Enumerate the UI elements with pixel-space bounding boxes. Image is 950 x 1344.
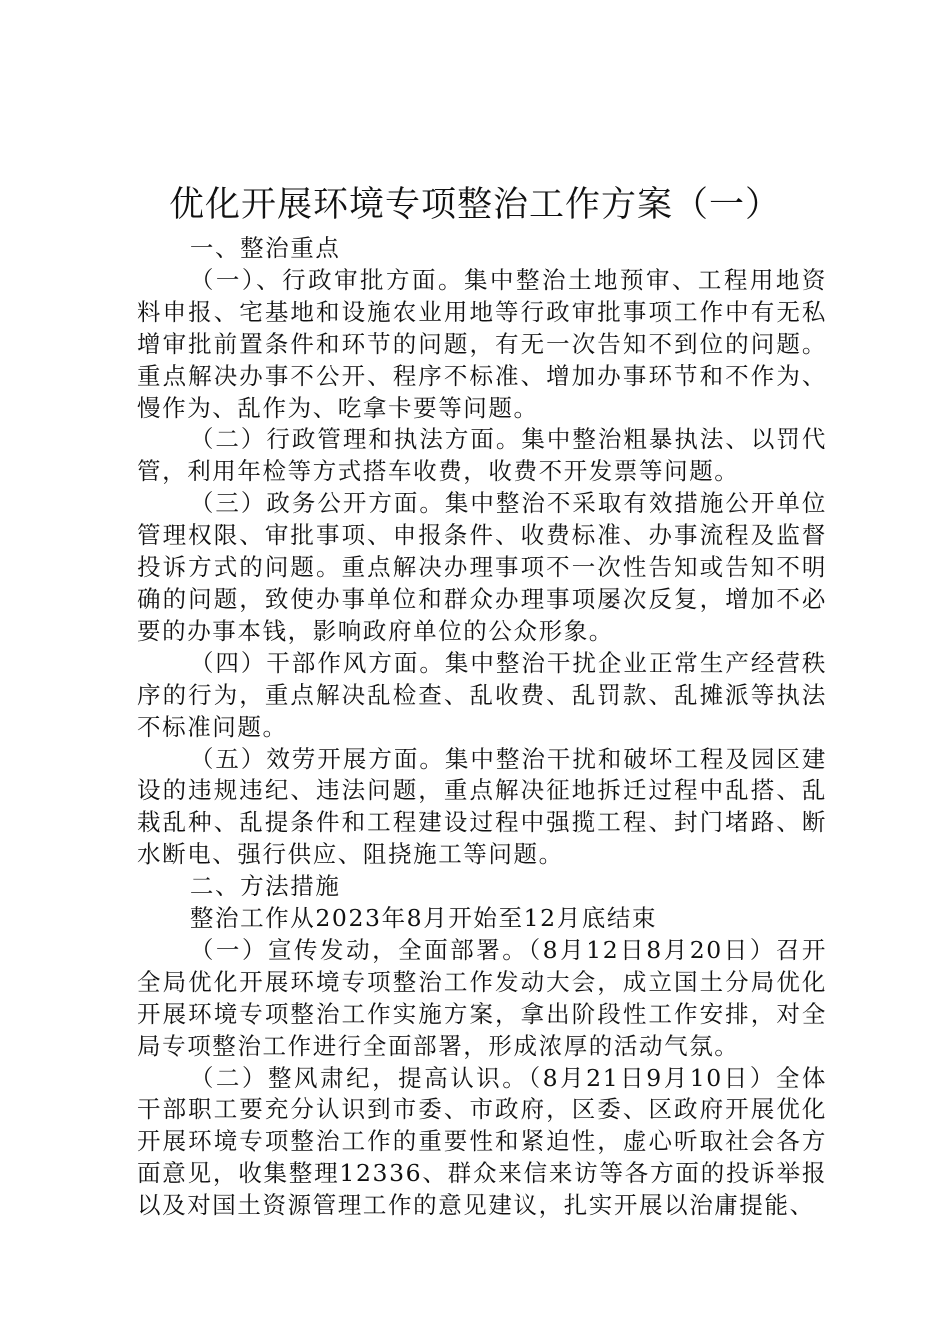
paragraph-service-development: （五）效劳开展方面。集中整治干扰和破坏工程及园区建设的违规违纪、违法问题，重点解决征地拆迁过程中乱搭、乱栽乱种、乱提条件和工程建设过程中强揽工程、封门堵路、断水断电、强行供应、阻挠施工等问题。 (137, 744, 827, 869)
paragraph-government-transparency: （三）政务公开方面。集中整治不采取有效措施公开单位管理权限、审批事项、申报条件、收费标准、办事流程及监督投诉方式的问题。重点解决办理事项不一次性告知或告知不明确的问题，致使办事单位和群众办理事项屡次反复，增加不必要的办事本钱，影响政府单位的公众形象。 (137, 489, 827, 645)
section-heading-focus: 一、整治重点 (189, 234, 341, 262)
paragraph-admin-enforcement: （二）行政管理和执法方面。集中整治粗暴执法、以罚代管，利用年检等方式搭车收费，收费不开发票等问题。 (137, 425, 827, 486)
paragraph-mobilization: （一）宣传发动，全面部署。（8月12日8月20日）召开全局优化开展环境专项整治工作发动大会，成立国土分局优化开展环境专项整治工作实施方案，拿出阶段性工作安排，对全局专项整治工作进行全面部署，形成浓厚的活动气氛。 (137, 935, 827, 1060)
document-title: 优化开展环境专项整治工作方案（一） (168, 185, 781, 225)
paragraph-cadre-conduct: （四）干部作风方面。集中整治干扰企业正常生产经营秩序的行为，重点解决乱检查、乱收费、乱罚款、乱摊派等执法不标准问题。 (137, 648, 827, 741)
section-heading-methods: 二、方法措施 (189, 872, 341, 901)
document-body (137, 233, 827, 1222)
paragraph-admin-approval: （一）、行政审批方面。集中整治土地预审、工程用地资料申报、宅基地和设施农业用地等行政审批事项工作中有无私增审批前置条件和环节的问题，有无一次告知不到位的问题。重点解决办事不公开、程序不标准、增加办事环节和不作为、慢作为、乱作为、吃拿卡要等问题。 (137, 265, 827, 422)
paragraph-timeline: 整治工作从2023年8月开始至12月底结束 (189, 904, 658, 933)
paragraph-discipline: （二）整风肃纪，提高认识。（8月21日9月10日）全体干部职工要充分认识到市委、市政府，区委、区政府开展优化开展环境专项整治工作的重要性和紧迫性，虚心听取社会各方面意见，收集整理12336、群众来信来访等各方面的投诉举报以及对国土资源管理工作的意见建议，扎实开展以治庸提能、 (137, 1063, 827, 1220)
